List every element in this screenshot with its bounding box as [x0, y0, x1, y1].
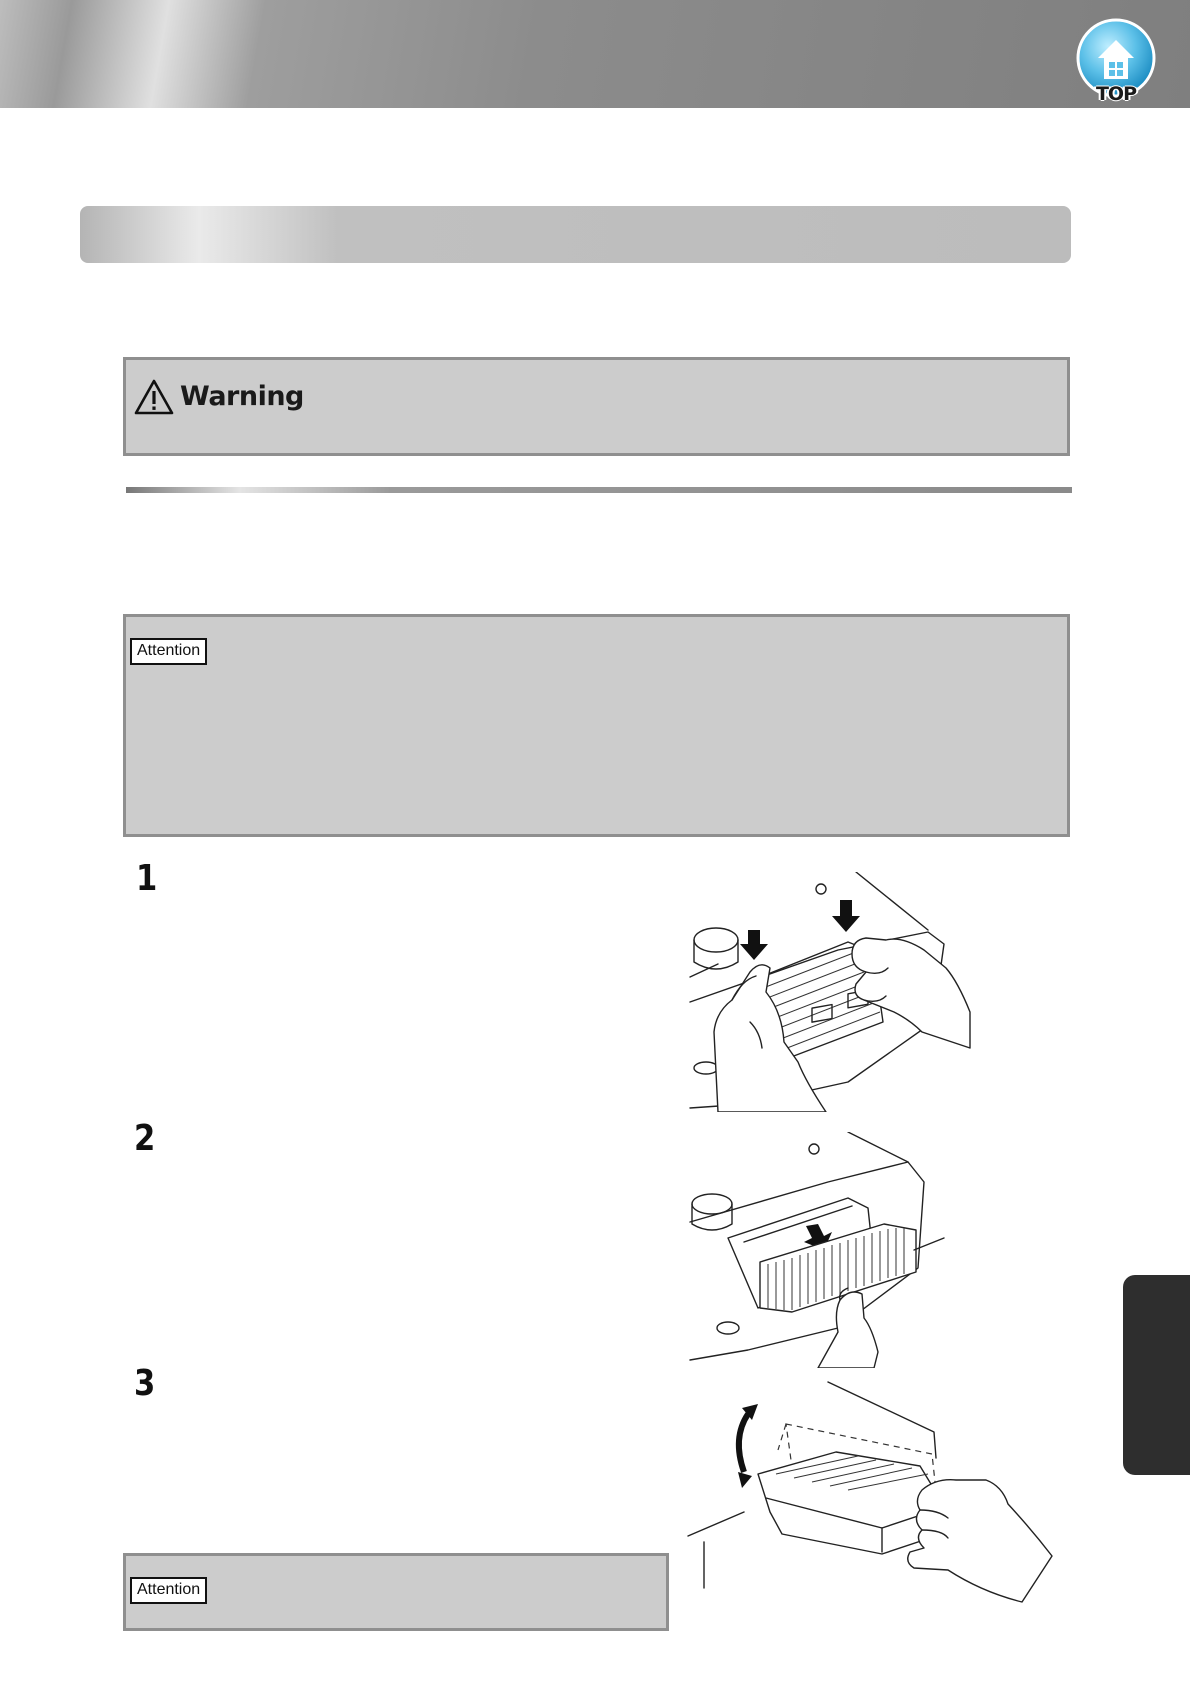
attention-label: Attention [130, 638, 207, 665]
subsection-divider [126, 487, 1072, 493]
section-heading-bar [80, 206, 1071, 263]
attention-box [123, 1553, 669, 1631]
top-button[interactable] [1074, 18, 1158, 104]
top-banner [0, 0, 1190, 108]
warning-box [123, 357, 1070, 456]
attention-label: Attention [130, 1577, 207, 1604]
warning-triangle-icon [134, 378, 174, 416]
step-number: 2 [134, 1118, 156, 1159]
pull-out-filter-illustration [688, 1132, 948, 1368]
attention-box [123, 614, 1070, 837]
step-number: 3 [134, 1363, 156, 1404]
chapter-side-tab[interactable] [1123, 1275, 1190, 1475]
top-button-label: TOP [1095, 83, 1137, 105]
tap-filter-illustration [686, 1380, 1054, 1610]
step-number: 1 [136, 858, 158, 899]
remove-filter-cover-illustration [688, 872, 978, 1112]
warning-label: Warning [180, 381, 304, 412]
